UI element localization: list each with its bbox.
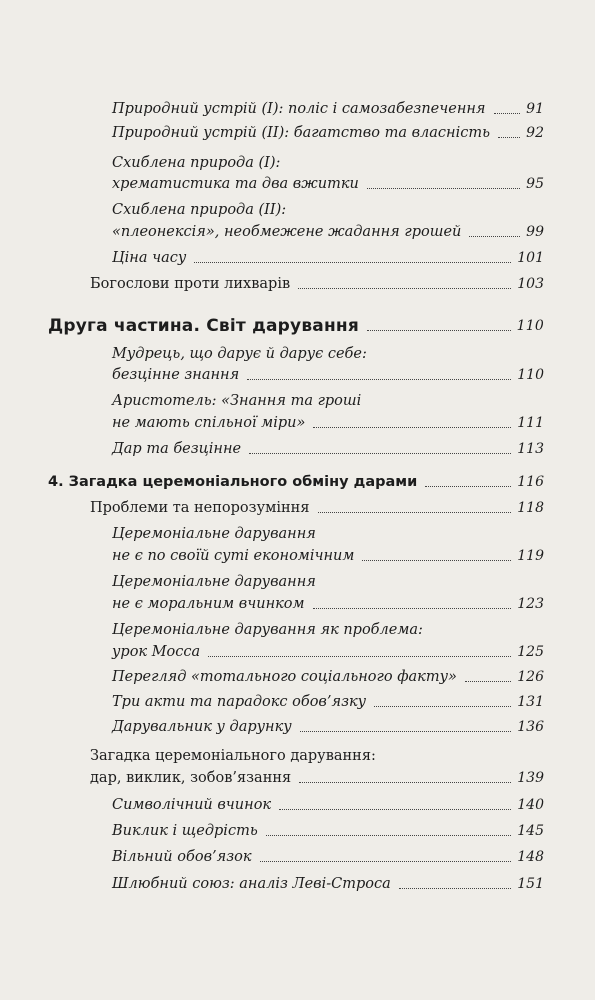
- toc-page-number: 140: [517, 797, 544, 813]
- toc-entry-title: Церемоніальне дарування: [112, 574, 316, 590]
- toc-page-number: 118: [517, 500, 544, 516]
- toc-entry-title: Природний устрій (I): поліс і самозабезпечення: [112, 101, 486, 117]
- toc-entry-title: Перегляд «тотального соціального факту»: [112, 669, 457, 685]
- toc-page-number: 123: [517, 596, 544, 612]
- leader-dots: [208, 655, 511, 657]
- toc-entry-title: Дар та безцінне: [112, 441, 242, 457]
- toc-page-number: 103: [517, 276, 544, 292]
- leader-dots: [299, 781, 511, 783]
- toc-page-number: 92: [526, 125, 544, 141]
- leader-dots: [494, 112, 521, 114]
- toc-entry: [112, 641, 544, 663]
- toc-page-number: 151: [517, 876, 544, 892]
- toc-entry-title: Дарувальник у дарунку: [112, 719, 292, 735]
- toc-page-number: 99: [526, 224, 544, 240]
- toc-entry-title: Шлюбний союз: аналіз Леві-Строса: [112, 876, 391, 892]
- toc-entry-line-1: [112, 523, 544, 545]
- toc-entry: [112, 247, 544, 269]
- toc-page-number: 139: [517, 770, 544, 786]
- toc-entry-title: Аристотель: «Знання та гроші: [112, 393, 362, 409]
- toc-entry-title-cont: безцінне знання: [112, 367, 240, 383]
- leader-dots: [399, 887, 512, 889]
- toc-entry: [112, 820, 544, 842]
- toc-entry-title: Мудрець, що дарує й дарує себе:: [112, 346, 367, 362]
- toc-page-number: 116: [517, 474, 544, 490]
- toc-entry: [112, 666, 544, 688]
- toc-page-number: 113: [517, 441, 544, 457]
- toc-entry-line-1: [112, 343, 544, 365]
- toc-page-number: 131: [517, 694, 544, 710]
- toc-entry-title: Загадка церемоніального дарування:: [90, 748, 376, 764]
- toc-entry-title-cont: дар, виклик, зобов’язання: [90, 770, 292, 786]
- toc-page-number: 91: [526, 101, 544, 117]
- toc-page-number: 125: [517, 644, 544, 660]
- toc-entry-title: Природний устрій (II): багатство та власність: [112, 125, 490, 141]
- leader-dots: [367, 329, 511, 331]
- leader-dots: [279, 808, 511, 810]
- toc-entry-line-1: [112, 619, 544, 641]
- toc-entry: [112, 98, 544, 120]
- toc-entry: [112, 412, 544, 434]
- leader-dots: [260, 860, 512, 862]
- leader-dots: [425, 485, 511, 487]
- leader-dots: [313, 426, 511, 428]
- toc-entry-title: Схиблена природа (I):: [112, 155, 281, 171]
- toc-entry-title: Богослови проти лихварів: [90, 276, 291, 292]
- leader-dots: [247, 378, 511, 380]
- toc-entry-title: Три акти та парадокс обов’язку: [112, 694, 367, 710]
- leader-dots: [194, 261, 511, 263]
- leader-dots: [298, 287, 511, 289]
- leader-dots: [266, 834, 512, 836]
- toc-entry-title: Друга частина. Світ дарування: [48, 316, 359, 336]
- toc-entry: [112, 545, 544, 567]
- leader-dots: [249, 452, 511, 454]
- toc-entry-title: Виклик і щедрість: [112, 823, 258, 839]
- toc-page-number: 136: [517, 719, 544, 735]
- toc-entry: [112, 691, 544, 713]
- toc-page-number: 95: [526, 176, 544, 192]
- toc-entry-title: Церемоніальне дарування: [112, 526, 316, 542]
- toc-entry-title: Символічний вчинок: [112, 797, 272, 813]
- toc-entry-title: Вільний обов’язок: [112, 849, 252, 865]
- toc-entry-title-cont: урок Мосса: [112, 644, 201, 660]
- leader-dots: [362, 559, 511, 561]
- toc-entry: [112, 173, 544, 195]
- toc-entry-title: Ціна часу: [112, 250, 187, 266]
- toc-entry-line-1: [112, 571, 544, 593]
- toc-entry: [90, 767, 544, 789]
- toc-chapter-heading: [48, 471, 544, 493]
- toc-entry-title-cont: «плеонексія», необмежене жадання грошей: [112, 224, 462, 240]
- toc-page-number: 110: [516, 318, 544, 334]
- toc-entry-title: 4. Загадка церемоніального обміну дарами: [48, 474, 418, 490]
- leader-dots: [367, 187, 520, 189]
- toc-entry: [112, 364, 544, 386]
- toc-entry-title: Проблеми та непорозуміння: [90, 500, 310, 516]
- toc-entry-title: Схиблена природа (II):: [112, 202, 287, 218]
- toc-page-number: 101: [517, 250, 544, 266]
- toc-entry-title-cont: не є моральним вчинком: [112, 596, 305, 612]
- toc-entry: [112, 221, 544, 243]
- toc-entry-title-cont: не мають спільної міри»: [112, 415, 306, 431]
- toc-page-number: 110: [517, 367, 544, 383]
- toc-page-number: 148: [517, 849, 544, 865]
- leader-dots: [498, 136, 520, 138]
- toc-entry-line-1: [90, 745, 544, 767]
- toc-entry: [112, 438, 544, 460]
- toc-entry: [90, 497, 544, 519]
- leader-dots: [318, 511, 512, 513]
- toc-page-number: 126: [517, 669, 544, 685]
- toc-entry: [112, 846, 544, 868]
- toc-entry: [112, 794, 544, 816]
- toc-entry-title-cont: не є по своїй суті економічним: [112, 548, 355, 564]
- leader-dots: [300, 730, 512, 732]
- leader-dots: [313, 607, 512, 609]
- toc-entry: [112, 593, 544, 615]
- toc-entry-line-1: [112, 152, 544, 174]
- toc-entry: [112, 122, 544, 144]
- toc-entry-title: Церемоніальне дарування як проблема:: [112, 622, 423, 638]
- toc-entry-line-1: [112, 390, 544, 412]
- toc-entry: [112, 873, 544, 895]
- toc-page-number: 119: [517, 548, 544, 564]
- toc-page-number: 145: [517, 823, 544, 839]
- toc-entry: [90, 273, 544, 295]
- leader-dots: [465, 680, 511, 682]
- leader-dots: [469, 235, 520, 237]
- toc-part-heading: [48, 315, 544, 337]
- toc-entry-title-cont: хрематистика та два вжитки: [112, 176, 359, 192]
- leader-dots: [374, 705, 511, 707]
- toc-entry: [112, 716, 544, 738]
- toc-entry-line-1: [112, 199, 544, 221]
- toc-page-number: 111: [517, 415, 544, 431]
